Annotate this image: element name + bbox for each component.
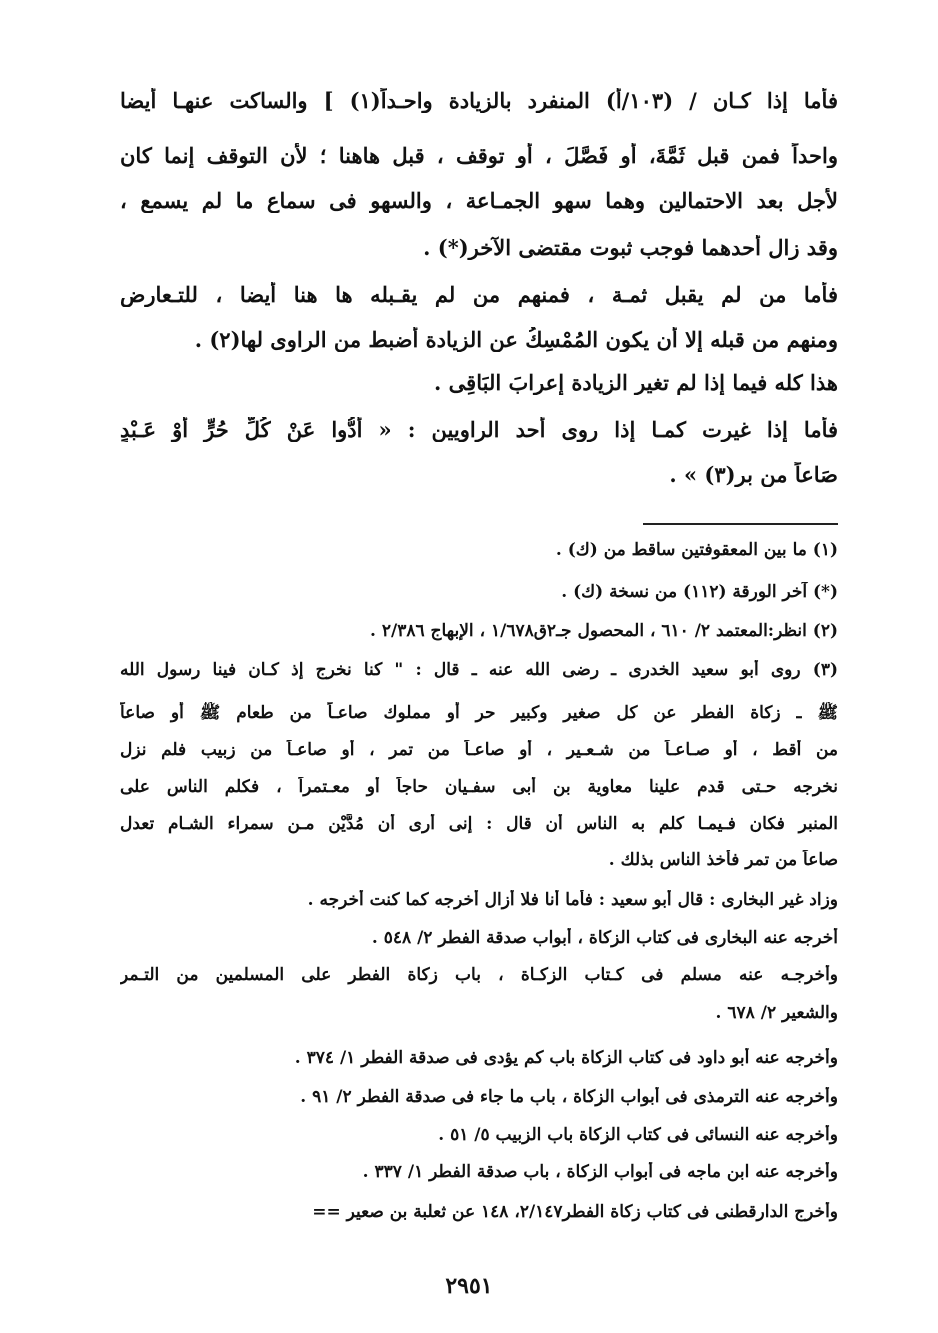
- footnote-line: أخرجه عنه البخارى فى كتاب الزكاة ، أبواب صدقة الفطر ٢/ ٥٤٨ .: [371, 928, 838, 948]
- footnote-line: والشعير ٢/ ٦٧٨ .: [715, 1003, 838, 1023]
- footnote-line: من أقط ، أو صـاعـاً من شـعـير ، أو صاعـاً من تمر ، أو صاعـاً من زبيب فلم نزل: [120, 740, 838, 760]
- footnote-line: وأخرجه عنه الترمذى فى أبواب الزكاة ، باب ما جاء فى صدقة الفطر ٢/ ٩١ .: [300, 1087, 838, 1107]
- footnote-line: ﷺ ـ زكاة الفطر عن كل صغير وكبير حر أو مملوك صاعـاً من طعام ﷺ أو صاعاً: [120, 703, 838, 723]
- body-line: فأما إذا كـان / (١٠٣/أ) المنفرد بالزيادة واحـداً(١) ] والساكت عنهـا أيضا: [120, 88, 838, 113]
- body-line: فأما إذا غيرت كمـا إذا روى أحد الراويين : « أَدُّوا عَنْ كُلِّ حُرٍّ أَوْ عَـبْدٍ: [120, 417, 838, 442]
- footnote-line: المنبر فكان فـيمـا كلم به الناس أن قال : إنى أرى أن مُدَّيْنِ مـن سمراء الشـام تعدل: [120, 814, 838, 834]
- page-number: ٢٩٥١: [445, 1273, 493, 1299]
- footnote-separator: [643, 523, 838, 525]
- body-line: واحداً فمن قبل ثَمَّةَ، أو فَصَّلَ ، أو توقف ، قبل هاهنا ؛ لأن التوقف إنما كان: [120, 143, 838, 168]
- footnote-line: نخرجه حـتى قدم علينا معاوية بن أبى سفـيان حاجاً أو معـتمراً ، فكلم الناس على: [120, 777, 838, 797]
- footnote-line: (١) ما بين المعقوفتين ساقط من (ك) .: [555, 540, 838, 560]
- body-line: ومنهم من قبله إلا أن يكون المُمْسِكُ عن الزيادة أضبط من الراوى لها(٢) .: [194, 327, 838, 352]
- body-line: لأجل بعد الاحتمالين وهما سهو الجمـاعة ، والسهو فى سماع ما لم يسمع ،: [120, 188, 838, 213]
- body-line: صَاعاً من بر(٣) » .: [669, 462, 838, 487]
- footnote-line: صاعاً من تمر فأخذ الناس بذلك .: [608, 850, 838, 870]
- footnote-line: (٢) انظر:المعتمد ٢/ ٦١٠ ، المحصول جـ٢ق١/٦٧٨ ، الإبهاج ٢/٣٨٦ .: [370, 621, 838, 641]
- footnote-line: (٣) روى أبو سعيد الخدرى ـ رضى الله عنه ـ قال : " كنا نخرج إذ كـان فينا رسول الله: [120, 660, 838, 680]
- footnote-line: وأخرجه عنه النسائى فى كتاب الزكاة باب الزبيب ٥/ ٥١ .: [438, 1125, 838, 1145]
- footnote-line: وأخرجه عنه أبو داود فى كتاب الزكاة باب كم يؤدى فى صدقة الفطر ١/ ٣٧٤ .: [294, 1048, 838, 1068]
- footnote-line: وأخرج الدارقطنى فى كتاب زكاة الفطر٢/١٤٧، ١٤٨ عن ثعلبة بن صعير ==: [312, 1202, 838, 1222]
- body-line: وقد زال أحدهما فوجب ثبوت مقتضى الآخر(*) .: [423, 235, 838, 260]
- body-line: فأما من لم يقبل ثمـة ، فمنهم من لم يقـبله ها هنا أيضا ، للتـعارض: [120, 282, 838, 307]
- footnote-line: (*) آخر الورقة (١١٢) من نسخة (ك) .: [561, 582, 838, 602]
- body-line: هذا كله فيما إذا لم تغير الزيادة إعرابَ البَاقِى .: [434, 370, 838, 395]
- footnote-line: وزاد غير البخارى : قال أبو سعيد : فأما أنا فلا أزال أخرجه كما كنت أخرجه .: [307, 890, 838, 910]
- footnote-line: وأخرجه عنه ابن ماجه فى أبواب الزكاة ، باب صدقة الفطر ١/ ٣٣٧ .: [362, 1162, 838, 1182]
- footnote-line: وأخرجـه عنه مسلم فى كـتاب الزكـاة ، باب زكاة الفطر على المسلمين من التـمر: [120, 965, 838, 985]
